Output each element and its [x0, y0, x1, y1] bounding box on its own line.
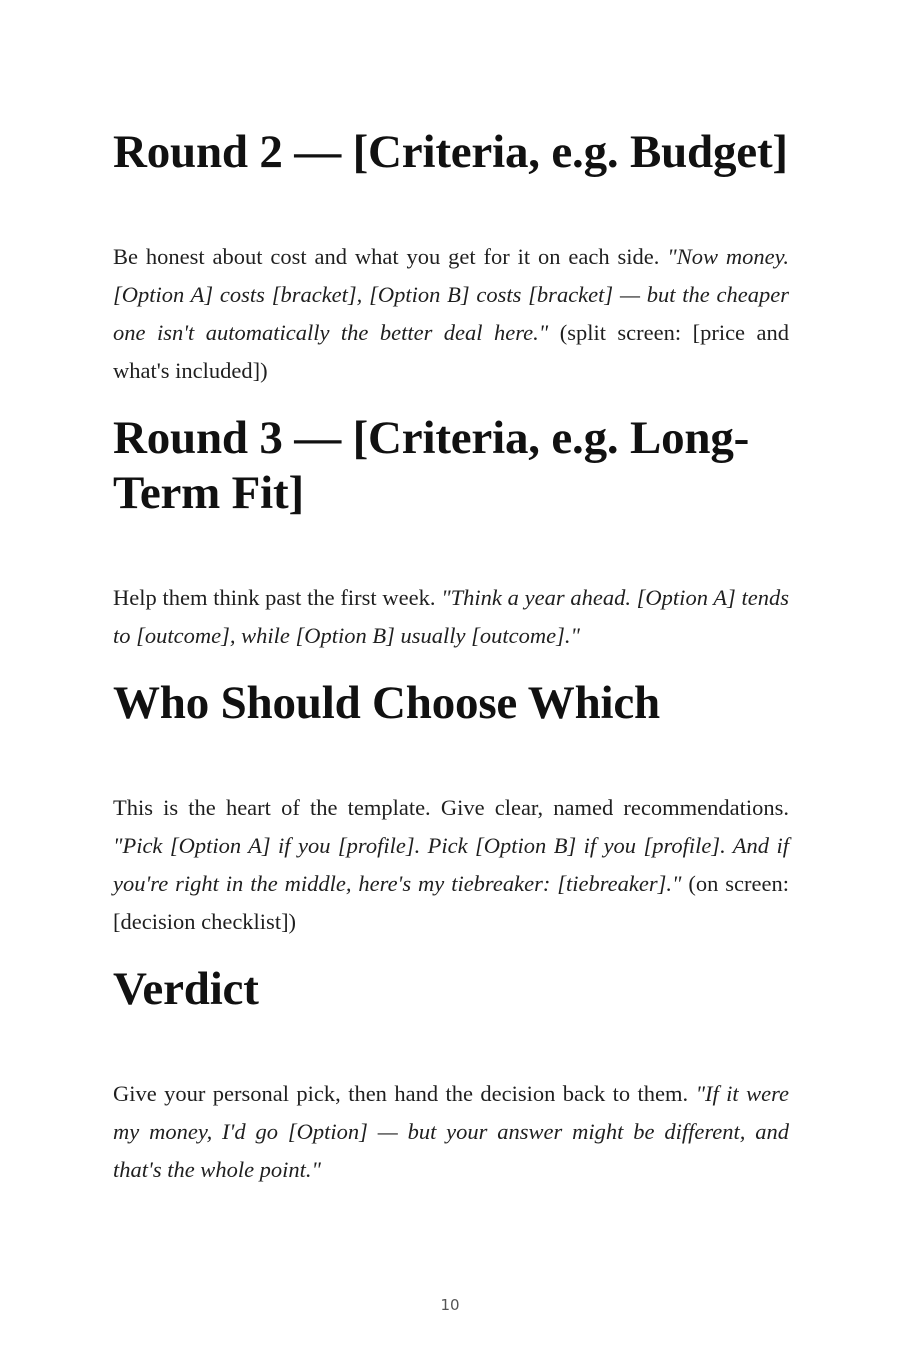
body-intro: Give your personal pick, then hand the decision back to them.	[113, 1081, 689, 1106]
section-body-who-should-choose	[113, 789, 789, 941]
page-content	[113, 0, 789, 1189]
body-intro: Help them think past the first week.	[113, 585, 436, 610]
body-quote: "Pick [Option A] if you [profile]. Pick [Option B] if you [profile]. And if you're right in the middle, here's my tiebreaker: [tiebreaker]."	[113, 833, 789, 896]
section-verdict	[113, 962, 789, 1189]
section-who-should-choose	[113, 676, 789, 941]
body-quote: "Think a year ahead. [Option A] tends to [outcome], while [Option B] usually [outcome]."	[113, 585, 789, 648]
body-intro: This is the heart of the template. Give clear, named recommendations.	[113, 795, 789, 820]
section-heading-round-3: Round 3 — [Criteria, e.g. Long-Term Fit]	[113, 412, 750, 519]
section-heading-who-should-choose: Who Should Choose Which	[113, 677, 660, 729]
section-heading-verdict: Verdict	[113, 963, 259, 1015]
body-quote: "Now money. [Option A] costs [bracket], [Option B] costs [bracket] — but the cheaper one isn't automatically the better deal here."	[113, 244, 790, 345]
section-round-2	[113, 125, 789, 390]
section-round-3	[113, 411, 789, 655]
body-quote: "If it were my money, I'd go [Option] — but your answer might be different, and that's the whole point."	[113, 1081, 789, 1182]
section-body-round-2	[113, 238, 789, 390]
page-number: 10	[440, 1296, 460, 1314]
body-intro: Be honest about cost and what you get for it on each side.	[113, 244, 660, 269]
body-note: (split screen: [price and what's included])	[113, 320, 789, 383]
section-body-round-3	[113, 579, 789, 655]
section-body-verdict	[113, 1075, 789, 1189]
body-note: (on screen: [decision checklist])	[113, 871, 789, 934]
section-heading-round-2: Round 2 — [Criteria, e.g. Budget]	[113, 126, 788, 178]
